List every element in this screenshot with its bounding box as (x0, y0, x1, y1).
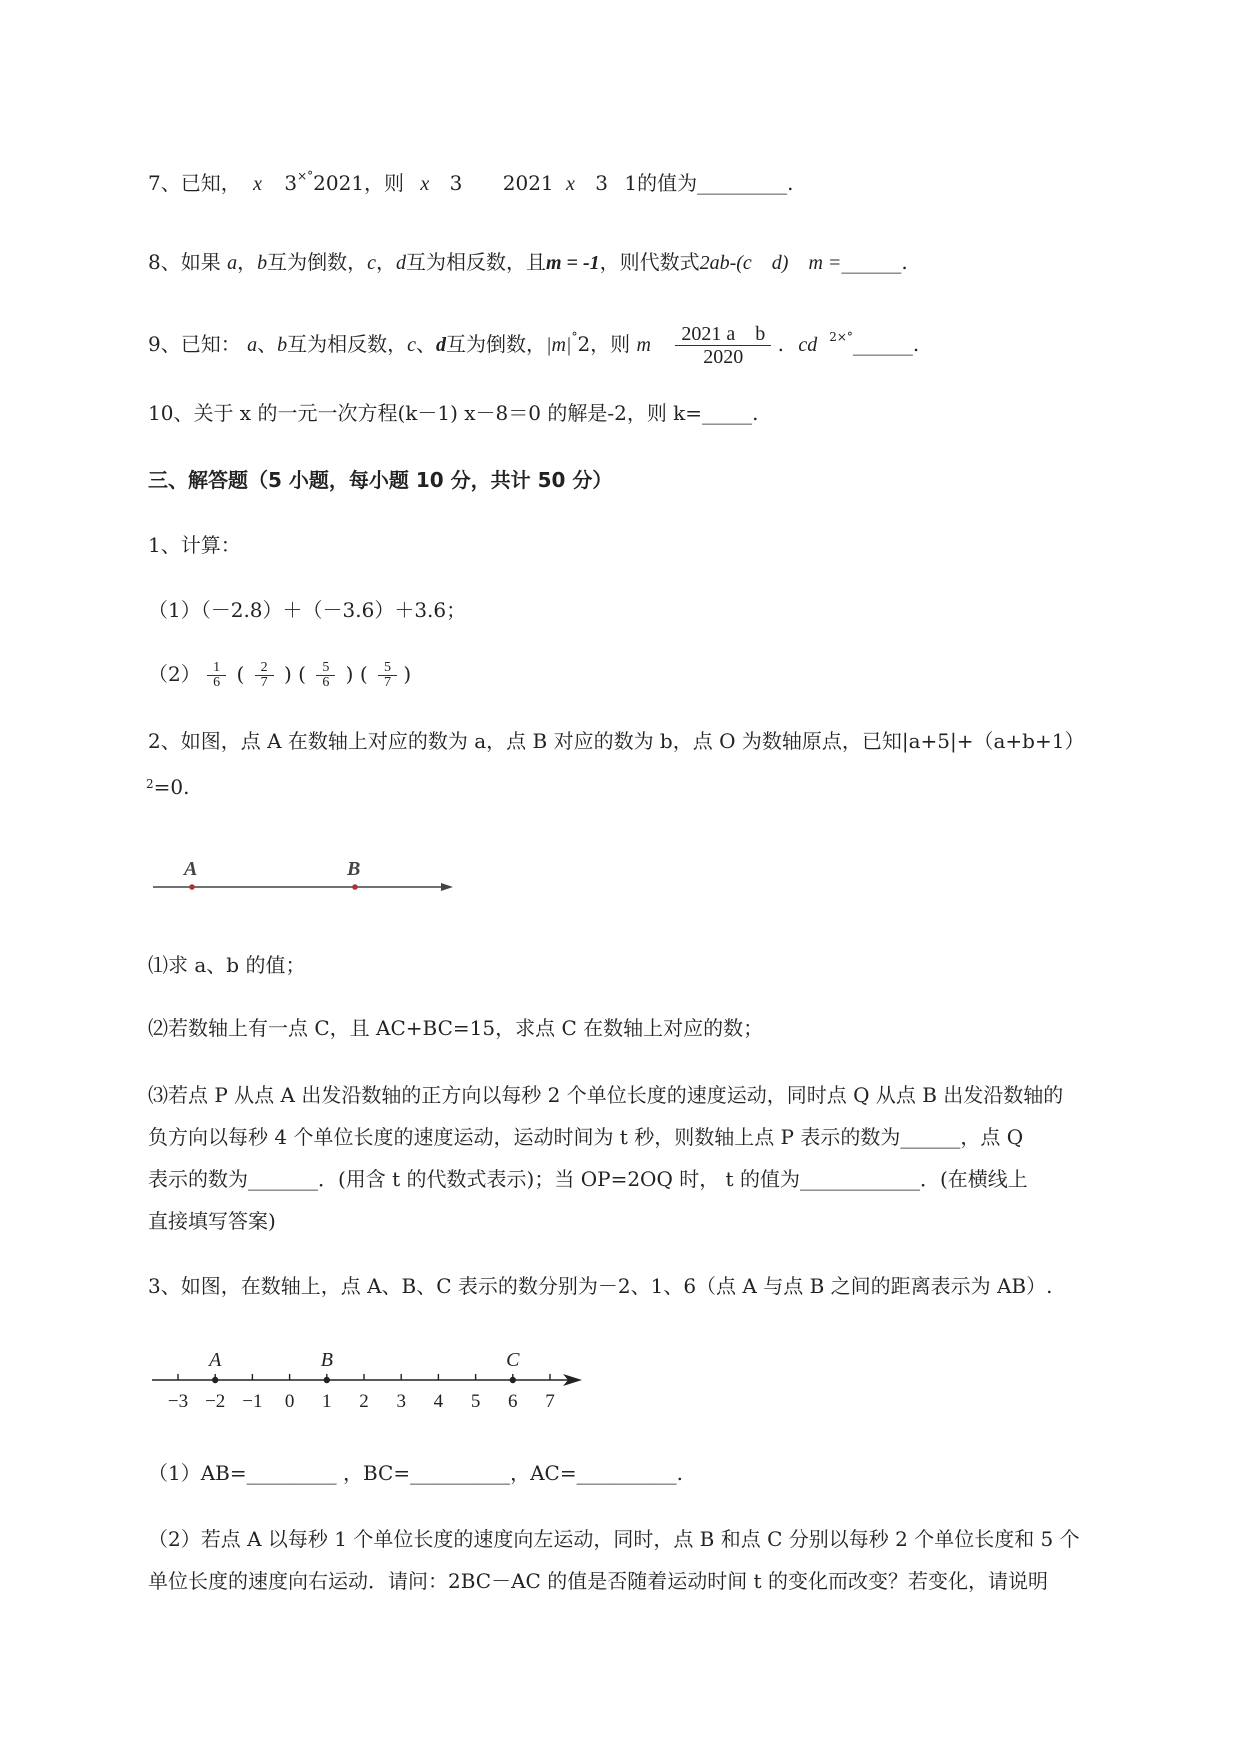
question-8 (148, 247, 908, 278)
question-10 (148, 398, 758, 428)
tick-label: −1 (242, 1391, 263, 1412)
q9-a: a (247, 334, 258, 356)
problem-2-q3-line-3: 表示的数为_______．(用含 t 的代数式表示)；当 OP=2OQ 时， t 的值为____________．(在横线上 (148, 1167, 1028, 1191)
point-b (352, 884, 358, 890)
q8-comma1: ， (237, 250, 258, 274)
point-c (510, 1377, 516, 1383)
tick-label: 5 (470, 1391, 481, 1412)
point-label-b: B (320, 1349, 333, 1371)
tick-label: −3 (167, 1391, 189, 1412)
tick-label: 7 (545, 1391, 555, 1412)
problem-2-line-2 (146, 772, 189, 805)
q9-eq2: 2，则 (577, 332, 631, 356)
problem-3-q2-line-1: （2）若点 A 以每秒 1 个单位长度的速度向左运动，同时，点 B 和点 C 分别以每秒 2 个单位长度和 5 个 (148, 1527, 1080, 1551)
problem-1-title: 1、计算： (148, 533, 241, 557)
problem-2-q3-line-4: 直接填写答案) (148, 1209, 276, 1233)
q9-blank: ______ (852, 332, 913, 356)
number-line-figure-2 (150, 1340, 590, 1420)
problem-3-q1: （1）AB=_________ ，BC=__________，AC=__________. (148, 1461, 683, 1485)
q9-sep2: 、 (415, 332, 436, 356)
problem-3-line-1: 3、如图，在数轴上，点 A、B、C 表示的数分别为－2、1、6（点 A 与点 B 之间的距离表示为 AB）. (148, 1274, 1053, 1298)
q9-t2: 互为倒数， (445, 332, 546, 356)
q9-m: m (636, 334, 651, 356)
q7-c: 2021 (502, 171, 554, 195)
tick-label: 2 (359, 1391, 369, 1412)
number-line-figure-1 (150, 855, 460, 905)
q9-square: 2 (829, 330, 837, 344)
q7-n2: 3 (449, 171, 463, 195)
p2-square: 2 (146, 777, 154, 791)
p1-frac-1 (207, 661, 226, 690)
q9-cd: cd (798, 334, 818, 356)
point-a (212, 1377, 218, 1383)
q10-end: . (752, 401, 759, 425)
tick-label: 4 (433, 1391, 444, 1412)
q7-x1: x (253, 173, 262, 195)
p1-frac-3 (316, 661, 335, 690)
section-title: 三、解答题（5 小题，每小题 10 分，共计 50 分） (148, 468, 613, 492)
q7-end: . (787, 171, 794, 195)
p1-frac-1-num: 1 (207, 661, 226, 676)
q7-n3: 3 (595, 171, 608, 195)
tick-label: 6 (508, 1391, 518, 1412)
label-a: A (184, 858, 198, 880)
problem-2-line-1: 2、如图，点 A 在数轴上对应的数为 a，点 B 对应的数为 b，点 O 为数轴原点，已知|a+5|+（a+b+1） (148, 729, 1085, 753)
q8-t2: 互为相反数，且 (405, 250, 546, 274)
q8-a: a (227, 252, 238, 274)
q8-comma2: ， (375, 250, 396, 274)
q9-t1: 互为相反数， (287, 332, 408, 356)
q9-prefix: 9、已知： (148, 332, 241, 356)
problem-3-q2-line-2: 单位长度的速度向右运动．请问：2BC－AC 的值是否随着运动时间 t 的变化而改变？若变化，请说明 (148, 1569, 1048, 1593)
q8-blank: ______ (841, 250, 902, 274)
q9-numerator: 2021 a b (675, 323, 771, 346)
q10-text: 10、关于 x 的一元一次方程(k－1) x－8＝0 的解是-2，则 k= (148, 401, 703, 425)
p1-frac-4-num: 5 (378, 661, 397, 676)
p1-frac-2 (255, 661, 274, 690)
point-a (189, 884, 195, 890)
q9-c: c (407, 334, 416, 356)
q8-prefix: 8、如果 (148, 250, 221, 274)
p1-frac-2-den: 7 (260, 675, 268, 690)
q7-n1: 3 (284, 171, 298, 195)
point-label-c: C (506, 1349, 520, 1371)
problem-2-q3-line-2: 负方向以每秒 4 个单位长度的速度运动，运动时间为 t 秒，则数轴上点 P 表示的数为______，点 Q (148, 1125, 1024, 1149)
q9-d: d (435, 334, 446, 356)
question-7: 7、已知， x 3×°2021，则 x 3 2021 x 3 1的值为_________. (148, 169, 794, 195)
q8-t1: 互为倒数， (267, 250, 368, 274)
problem-1-part-1: （1）（－2.8）＋（－3.6）＋3.6； (148, 598, 467, 622)
tick-label: −2 (205, 1391, 226, 1412)
q7-prefix: 7、已知， (148, 171, 241, 195)
p1-frac-4-den: 7 (384, 675, 391, 690)
p1-frac-4 (378, 661, 397, 690)
q9-end: . (912, 332, 920, 356)
q8-expression: 2ab-(c d) m = (699, 252, 842, 274)
q10-blank: _____ (702, 401, 753, 425)
q8-b: b (257, 252, 268, 274)
q7-mid1: 2021，则 (313, 171, 405, 195)
q9-abs-m: |m| (545, 334, 572, 356)
problem-2-q1: ⑴求 a、b 的值； (148, 953, 306, 977)
p1-frac-1-den: 6 (213, 675, 221, 690)
q9-fraction (675, 323, 771, 368)
tick-label: 0 (284, 1391, 295, 1412)
tick-label: 3 (396, 1391, 406, 1412)
point-label-a: A (209, 1349, 222, 1371)
point-b (324, 1377, 330, 1383)
q9-denominator: 2020 (703, 346, 744, 368)
q8-c: c (367, 252, 376, 274)
p1-frac-3-den: 6 (322, 675, 330, 690)
p2-eq-zero: =0. (153, 775, 190, 799)
p1-frac-3-num: 5 (316, 661, 335, 676)
q7-text: 1的值为 (624, 171, 698, 195)
q9-b: b (277, 334, 288, 356)
q7-x3: x (566, 173, 575, 195)
p1-s2-label: （2） (148, 662, 201, 686)
label-b: B (347, 858, 361, 880)
p1-frac-2-num: 2 (255, 661, 274, 676)
q7-blank: _________ (697, 171, 788, 195)
q8-d: d (395, 252, 406, 274)
q9-sep1: 、 (257, 332, 278, 356)
q8-m-eq: m = -1 (545, 252, 600, 274)
q7-x2: x (420, 173, 430, 195)
question-9: 9、已知： a、b互为相反数，c、d互为倒数，|m|°2，则 m $\frac{\text{2021 a b}}{2020}$ . cd $^{2\times^\circ}$______. (148, 323, 920, 368)
q8-t3: ，则代数式 (599, 250, 700, 274)
problem-1-part-2: （2） $\frac{1}{6}$ ( $\frac{2}{7}$ ) ( $\frac{5}{6}$ ) ( $\frac{5}{7}$ ) (148, 660, 412, 690)
axis-arrow (441, 883, 453, 891)
problem-2-q2: ⑵若数轴上有一点 C，且 AC+BC=15，求点 C 在数轴上对应的数； (148, 1016, 764, 1040)
problem-2-q3-line-1: ⑶若点 P 从点 A 出发沿数轴的正方向以每秒 2 个单位长度的速度运动，同时点 Q 从点 B 出发沿数轴的 (148, 1083, 1064, 1107)
tick-label: 1 (322, 1391, 332, 1412)
q8-end: . (901, 250, 908, 274)
